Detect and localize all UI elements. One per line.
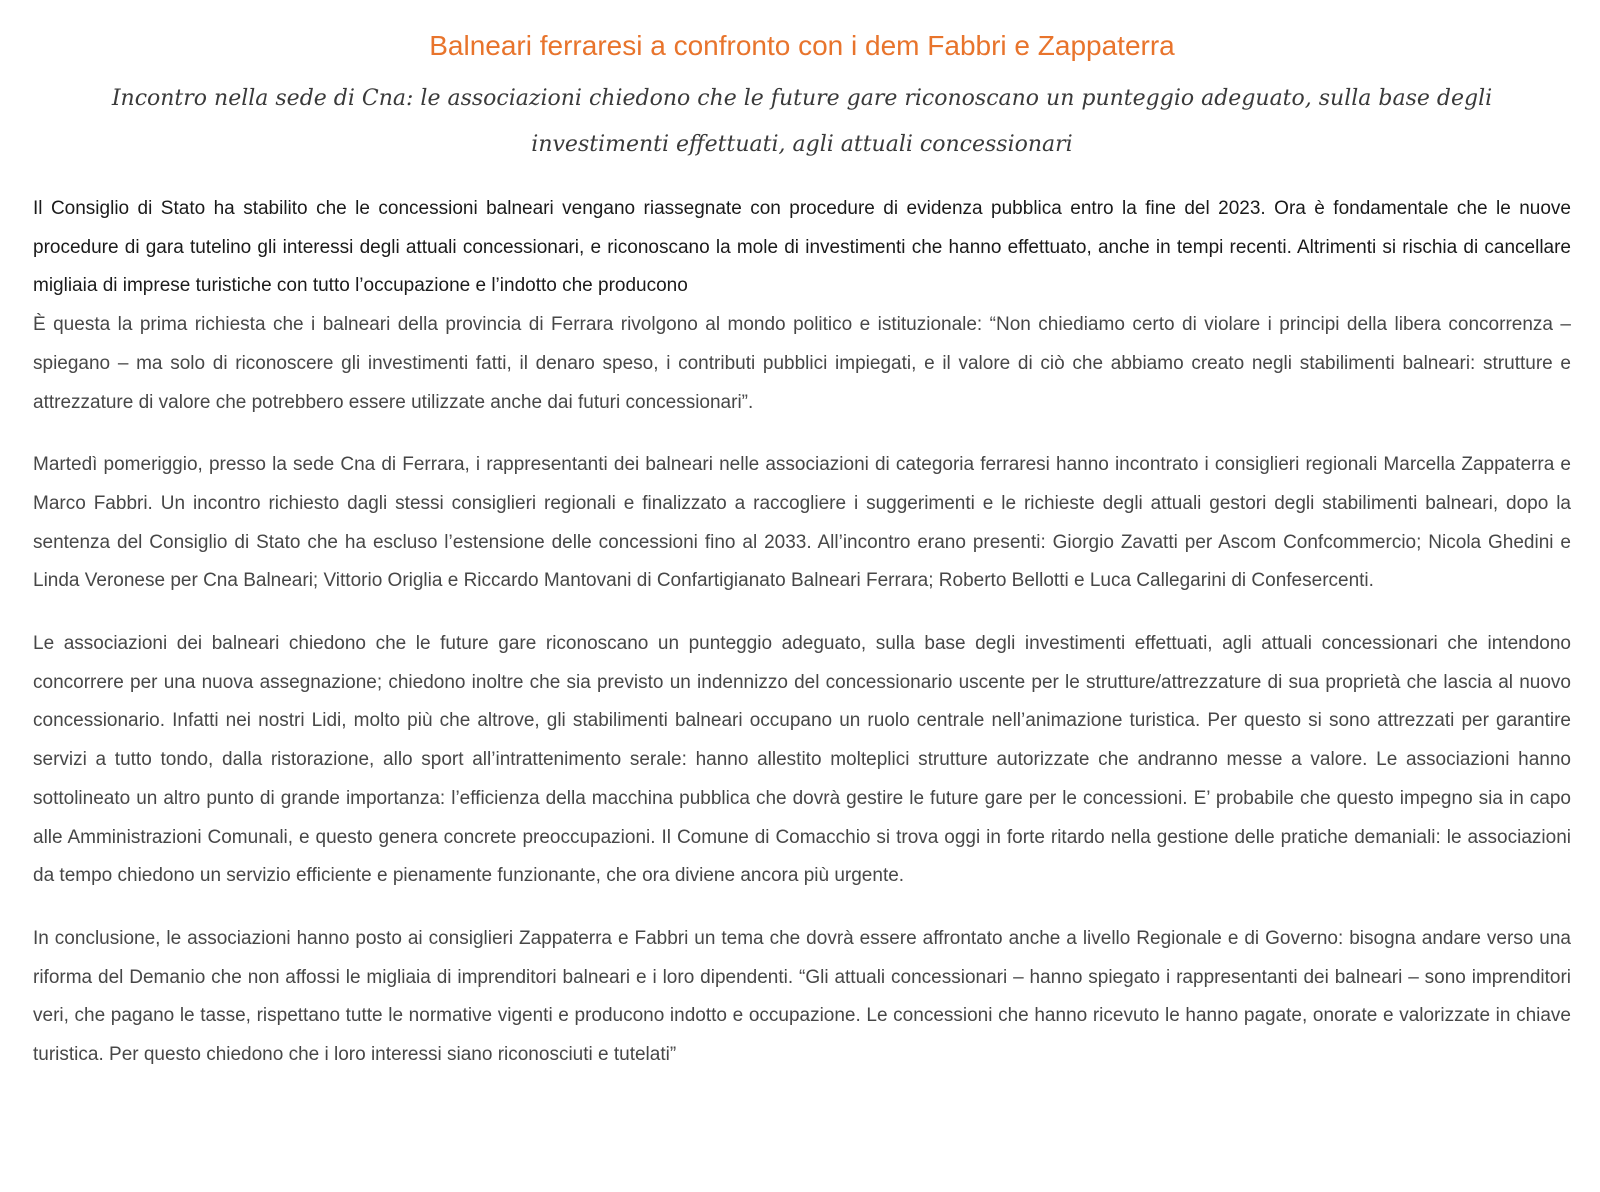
article-paragraph-2: Martedì pomeriggio, presso la sede Cna di Ferrara, i rappresentanti dei balneari nelle associazioni di categoria ferraresi hanno incontrato i consiglieri regionali Marcella Zappaterra e Marco Fabbri. Un incontro richiesto dagli stessi consiglieri regionali e finalizzato a raccogliere i suggerimenti e le richieste degli attuali gestori degli stabilimenti balneari, dopo la sentenza del Consiglio di Stato che ha escluso l’estensione delle concessioni fino al 2033. All’incontro erano presenti: Giorgio Zavatti per Ascom Confcommercio; Nicola Ghedini e Linda Veronese per Cna Balneari; Vittorio Origlia e Riccardo Mantovani di Confartigianato Balneari Ferrara; Roberto Bellotti e Luca Callegarini di Confesercenti. [33,454,1571,592]
article [33,26,1571,1075]
article-paragraph-1: È questa la prima richiesta che i balneari della provincia di Ferrara rivolgono al mondo politico e istituzionale: “Non chiediamo certo di violare i principi della libera concorrenza – spiegano – ma solo di riconoscere gli investimenti fatti, il denaro speso, i contributi pubblici impiegati, e il valore di ciò che abbiamo creato negli stabilimenti balneari: strutture e attrezzature di valore che potrebbero essere utilizzate anche dai futuri concessionari”. [33,314,1571,413]
article-lead: Il Consiglio di Stato ha stabilito che le concessioni balneari vengano riassegnate con procedure di evidenza pubblica entro la fine del 2023. Ora è fondamentale che le nuove procedure di gara tutelino gli interessi degli attuali concessionari, e riconoscano la mole di investimenti che hanno effettuato, anche in tempi recenti. Altrimenti si rischia di cancellare migliaia di imprese turistiche con tutto l’occupazione e l’indotto che producono [33,198,1571,297]
article-paragraph-4: In conclusione, le associazioni hanno posto ai consiglieri Zappaterra e Fabbri un tema che dovrà essere affrontato anche a livello Regionale e di Governo: bisogna andare verso una riforma del Demanio che non affossi le migliaia di imprenditori balneari e i loro dipendenti. “Gli attuali concessionari – hanno spiegato i rappresentanti dei balneari – sono imprenditori veri, che pagano le tasse, rispettano tutte le normative vigenti e producono indotto e occupazione. Le concessioni che hanno ricevuto le hanno pagate, onorate e valorizzate in chiave turistica. Per questo chiedono che i loro interessi siano riconosciuti e tutelati” [33,927,1571,1066]
article-paragraph-3: Le associazioni dei balneari chiedono che le future gare riconoscano un punteggio adeguato, sulla base degli investimenti effettuati, agli attuali concessionari che intendono concorrere per una nuova assegnazione; chiedono inoltre che sia previsto un indennizzo del concessionario uscente per le strutture/attrezzature di sua proprietà che lascia al nuovo concessionario. Infatti nei nostri Lidi, molto più che altrove, gli stabilimenti balneari occupano un ruolo centrale nell’animazione turistica. Per questo si sono attrezzati per garantire servizi a tutto tondo, dalla ristorazione, allo sport all’intrattenimento serale: hanno allestito molteplici strutture autorizzate che andranno messe a valore. Le associazioni hanno sottolineato un altro punto di grande importanza: l’efficienza della macchina pubblica che dovrà gestire le future gare per le concessioni. E’ probabile che questo impegno sia in capo alle Amministrazioni Comunali, e questo genera concrete preoccupazioni. Il Comune di Comacchio si trova oggi in forte ritardo nella gestione delle pratiche demaniali: le associazioni da tempo chiedono un servizio efficiente e pienamente funzionante, che ora diviene ancora più urgente. [33,633,1571,887]
article-subtitle: Incontro nella sede di Cna: le associazioni chiedono che le future gare riconoscano un punteggio adeguato, sulla base degli investimenti effettuati, agli attuali concessionari [111,86,1493,157]
article-title: Balneari ferraresi a confronto con i dem Fabbri e Zappaterra [429,30,1175,61]
